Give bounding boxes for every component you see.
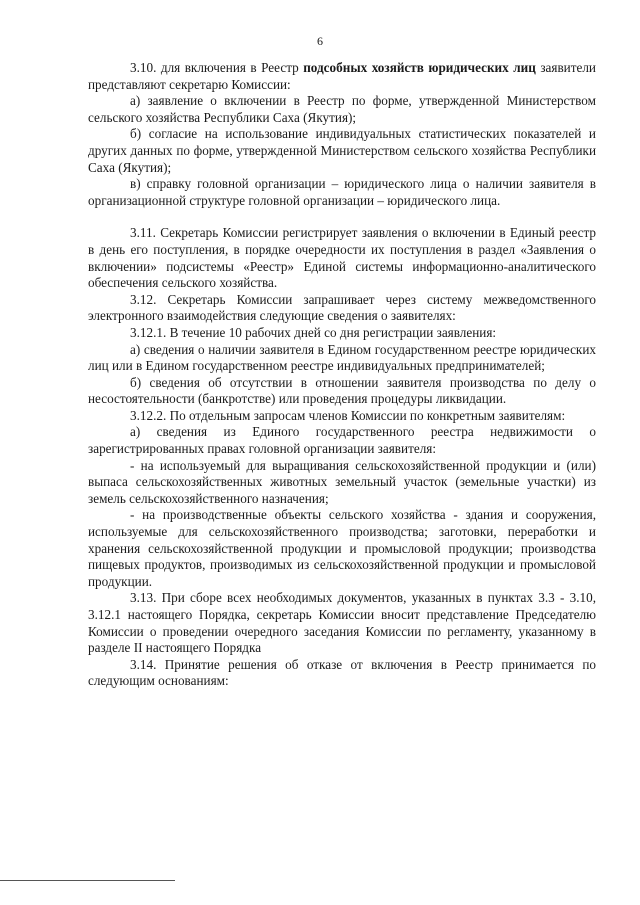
- paragraph-3-12-2-a: а) сведения из Единого государственного реестра недвижимости о зарегистрированных правах головной организации заявителя:: [88, 424, 596, 457]
- paragraph-3-10-intro: [88, 60, 596, 93]
- paragraph-3-12-1: 3.12.1. В течение 10 рабочих дней со дня регистрации заявления:: [130, 324, 497, 340]
- footer-divider: [0, 880, 175, 881]
- paragraph-3-10-item-v: в) справку головной организации – юридического лица о наличии заявителя в организационной структуре головной организации – юридического лица.: [88, 176, 596, 208]
- paragraph-3-10-intro-bold: подсобных хозяйств юридических лиц: [303, 60, 536, 75]
- paragraph-3-12-1-a: а) сведения о наличии заявителя в Едином государственном реестре юридических лиц или в Едином государственном реестре индивидуальных предпринимателей;: [88, 341, 596, 374]
- paragraph-3-10-intro-start: 3.10. для включения в Реестр: [130, 60, 304, 75]
- paragraph-3-11: 3.11. Секретарь Комиссии регистрирует заявления о включении в Единый реестр в день его поступления, в порядке очередности их поступления в раздел «Заявления о включении» подсистемы «Реестр» Единой системы информационно-аналитического обеспечения сельского хозяйства.: [88, 225, 596, 291]
- paragraph-3-12: 3.12. Секретарь Комиссии запрашивает через систему межведомственного электронного взаимодействия следующие сведения о заявителях:: [88, 291, 596, 324]
- paragraph-3-10-intro-end: заявители представляют секретарю Комиссии:: [88, 60, 596, 92]
- paragraph-3-12-1-b: б) сведения об отсутствии в отношении заявителя производства по делу о несостоятельности (банкротстве) или проведения процедуры ликвидации.: [88, 374, 596, 407]
- paragraph-3-12-2-a-1: - на используемый для выращивания сельскохозяйственной продукции и (или) выпаса сельскохозяйственных животных земельный участок (земельные участки) из земель сельскохозяйственного назначения;: [88, 457, 596, 506]
- paragraph-3-13: 3.13. При сборе всех необходимых документов, указанных в пунктах 3.3 - 3.10, 3.12.1 настоящего Порядка, секретарь Комиссии вносит представление Председателю Комиссии о проведении очередного заседания Комиссии по регламенту, указанному в разделе II настоящего Порядка: [88, 590, 596, 656]
- document-body: [88, 60, 596, 690]
- paragraph-3-10-item-a: а) заявление о включении в Реестр по форме, утвержденной Министерством сельского хозяйства Республики Саха (Якутия);: [88, 93, 596, 125]
- page-number: 6: [317, 34, 323, 48]
- paragraph-3-14: 3.14. Принятие решения об отказе от включения в Реестр принимается по следующим основаниям:: [88, 656, 596, 689]
- paragraph-3-10-item-b: б) согласие на использование индивидуальных статистических показателей и других данных по форме, утвержденной Министерством сельского хозяйства Республики Саха (Якутия);: [88, 126, 596, 175]
- paragraph-3-12-2: 3.12.2. По отдельным запросам членов Комиссии по конкретным заявителям:: [130, 407, 566, 423]
- paragraph-3-12-2-a-2: - на производственные объекты сельского хозяйства - здания и сооружения, используемые для сельскохозяйственного производства; заготовки, переработки и хранения сельскохозяйственной продукции и промысловой продукции; производства пищевых продуктов, производимых из сельскохозяйственной продукции и промысловой продукции.: [88, 507, 596, 589]
